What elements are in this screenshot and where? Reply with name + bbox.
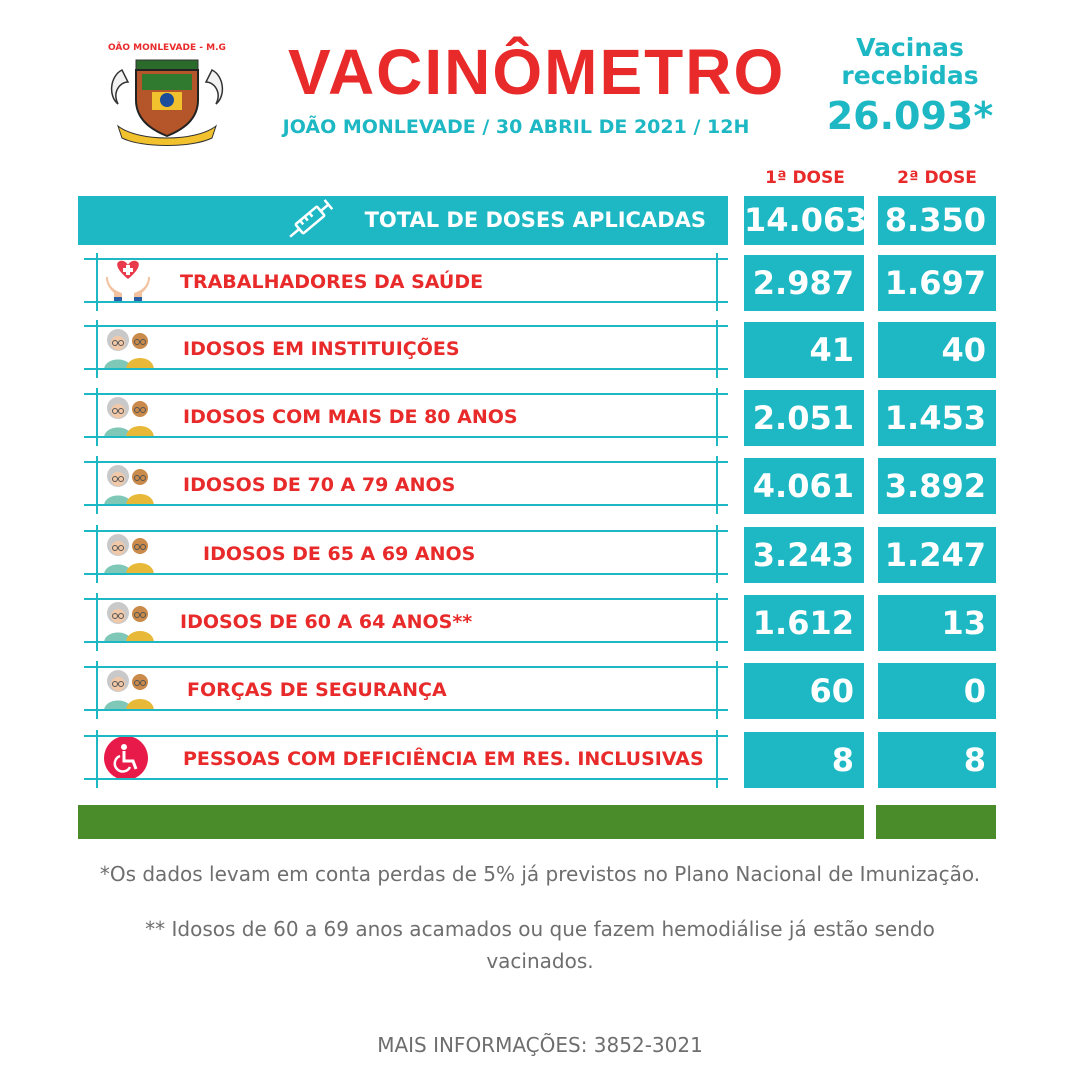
page-title: VACINÔMETRO: [288, 36, 786, 108]
row-dose2-value: 3.892: [878, 458, 996, 514]
row-bottom-rule: [84, 504, 728, 506]
logo-text: JOÃO MONLEVADE - M.G.: [108, 43, 226, 53]
row-label: PESSOAS COM DEFICIÊNCIA EM RES. INCLUSIVAS: [183, 748, 704, 770]
row-dose2-value: 13: [878, 595, 996, 651]
elderly-couple-icon: [100, 531, 156, 575]
row-dose2-value: 40: [878, 322, 996, 378]
elderly-couple-icon: [100, 599, 156, 643]
received-vaccines-label: [820, 34, 1000, 90]
row-side-tick: [96, 593, 98, 651]
row-top-rule: [84, 598, 728, 600]
row-side-tick: [96, 253, 98, 311]
row-side-tick: [96, 730, 98, 788]
row-side-tick: [716, 253, 718, 311]
row-dose2-value: 0: [878, 663, 996, 719]
row-bottom-rule: [84, 436, 728, 438]
total-doses-label: TOTAL DE DOSES APLICADAS: [364, 208, 706, 232]
row-dose1-value: 60: [744, 663, 864, 719]
green-bar-right: [876, 805, 996, 839]
city-coat-of-arms-logo: [108, 38, 226, 148]
row-side-tick: [96, 456, 98, 514]
row-bottom-rule: [84, 368, 728, 370]
row-dose2-value: 1.453: [878, 390, 996, 446]
row-side-tick: [96, 525, 98, 583]
row-top-rule: [84, 666, 728, 668]
row-side-tick: [96, 320, 98, 378]
row-bottom-rule: [84, 301, 728, 303]
row-top-rule: [84, 325, 728, 327]
row-label: TRABALHADORES DA SAÚDE: [180, 271, 484, 293]
row-side-tick: [96, 661, 98, 719]
row-dose1-value: 41: [744, 322, 864, 378]
wheelchair-icon: [100, 736, 156, 780]
row-side-tick: [716, 388, 718, 446]
row-side-tick: [716, 593, 718, 651]
row-bottom-rule: [84, 641, 728, 643]
footnote-elderly-line2: vacinados.: [486, 949, 594, 973]
row-label: IDOSOS DE 65 A 69 ANOS: [203, 543, 476, 565]
row-dose1-value: 2.987: [744, 255, 864, 311]
elderly-couple-icon: [100, 394, 156, 438]
row-label: IDOSOS COM MAIS DE 80 ANOS: [183, 406, 518, 428]
column-header-dose2: 2ª DOSE: [897, 168, 977, 188]
received-label-line1: Vacinas: [856, 33, 964, 62]
syringe-icon: [278, 188, 342, 252]
row-dose1-value: 1.612: [744, 595, 864, 651]
row-dose2-value: 1.247: [878, 527, 996, 583]
total-dose1-value: 14.063: [744, 196, 864, 245]
green-bar-left: [78, 805, 864, 839]
row-side-tick: [716, 730, 718, 788]
row-dose1-value: 4.061: [744, 458, 864, 514]
row-side-tick: [716, 661, 718, 719]
footnote-elderly-line1: ** Idosos de 60 a 69 anos acamados ou que fazem hemodiálise já estão sendo: [145, 917, 935, 941]
row-top-rule: [84, 530, 728, 532]
footnote-losses: *Os dados levam em conta perdas de 5% já previstos no Plano Nacional de Imunização.: [99, 862, 981, 886]
received-label-line2: recebidas: [841, 61, 979, 90]
column-header-dose1: 1ª DOSE: [765, 168, 845, 188]
row-label: FORÇAS DE SEGURANÇA: [187, 679, 447, 701]
row-top-rule: [84, 461, 728, 463]
contact-info: MAIS INFORMAÇÕES: 3852-3021: [377, 1033, 703, 1057]
elderly-couple-icon: [100, 667, 156, 711]
footnote-elderly: [40, 913, 1040, 977]
row-top-rule: [84, 258, 728, 260]
row-dose1-value: 8: [744, 732, 864, 788]
row-dose2-value: 8: [878, 732, 996, 788]
row-top-rule: [84, 393, 728, 395]
row-dose1-value: 3.243: [744, 527, 864, 583]
row-bottom-rule: [84, 709, 728, 711]
row-dose1-value: 2.051: [744, 390, 864, 446]
row-dose2-value: 1.697: [878, 255, 996, 311]
health-worker-icon: [100, 259, 156, 303]
row-label: IDOSOS EM INSTITUIÇÕES: [183, 338, 460, 360]
row-side-tick: [716, 525, 718, 583]
row-bottom-rule: [84, 778, 728, 780]
row-side-tick: [716, 320, 718, 378]
row-label: IDOSOS DE 60 A 64 ANOS**: [180, 611, 473, 633]
total-doses-bar: [78, 196, 728, 245]
row-bottom-rule: [84, 573, 728, 575]
elderly-couple-icon: [100, 326, 156, 370]
received-vaccines-value: 26.093*: [826, 94, 994, 138]
row-side-tick: [96, 388, 98, 446]
row-side-tick: [716, 456, 718, 514]
row-label: IDOSOS DE 70 A 79 ANOS: [183, 474, 456, 496]
page-subtitle: JOÃO MONLEVADE / 30 ABRIL DE 2021 / 12H: [282, 116, 750, 138]
elderly-couple-icon: [100, 462, 156, 506]
row-top-rule: [84, 735, 728, 737]
total-dose2-value: 8.350: [878, 196, 996, 245]
